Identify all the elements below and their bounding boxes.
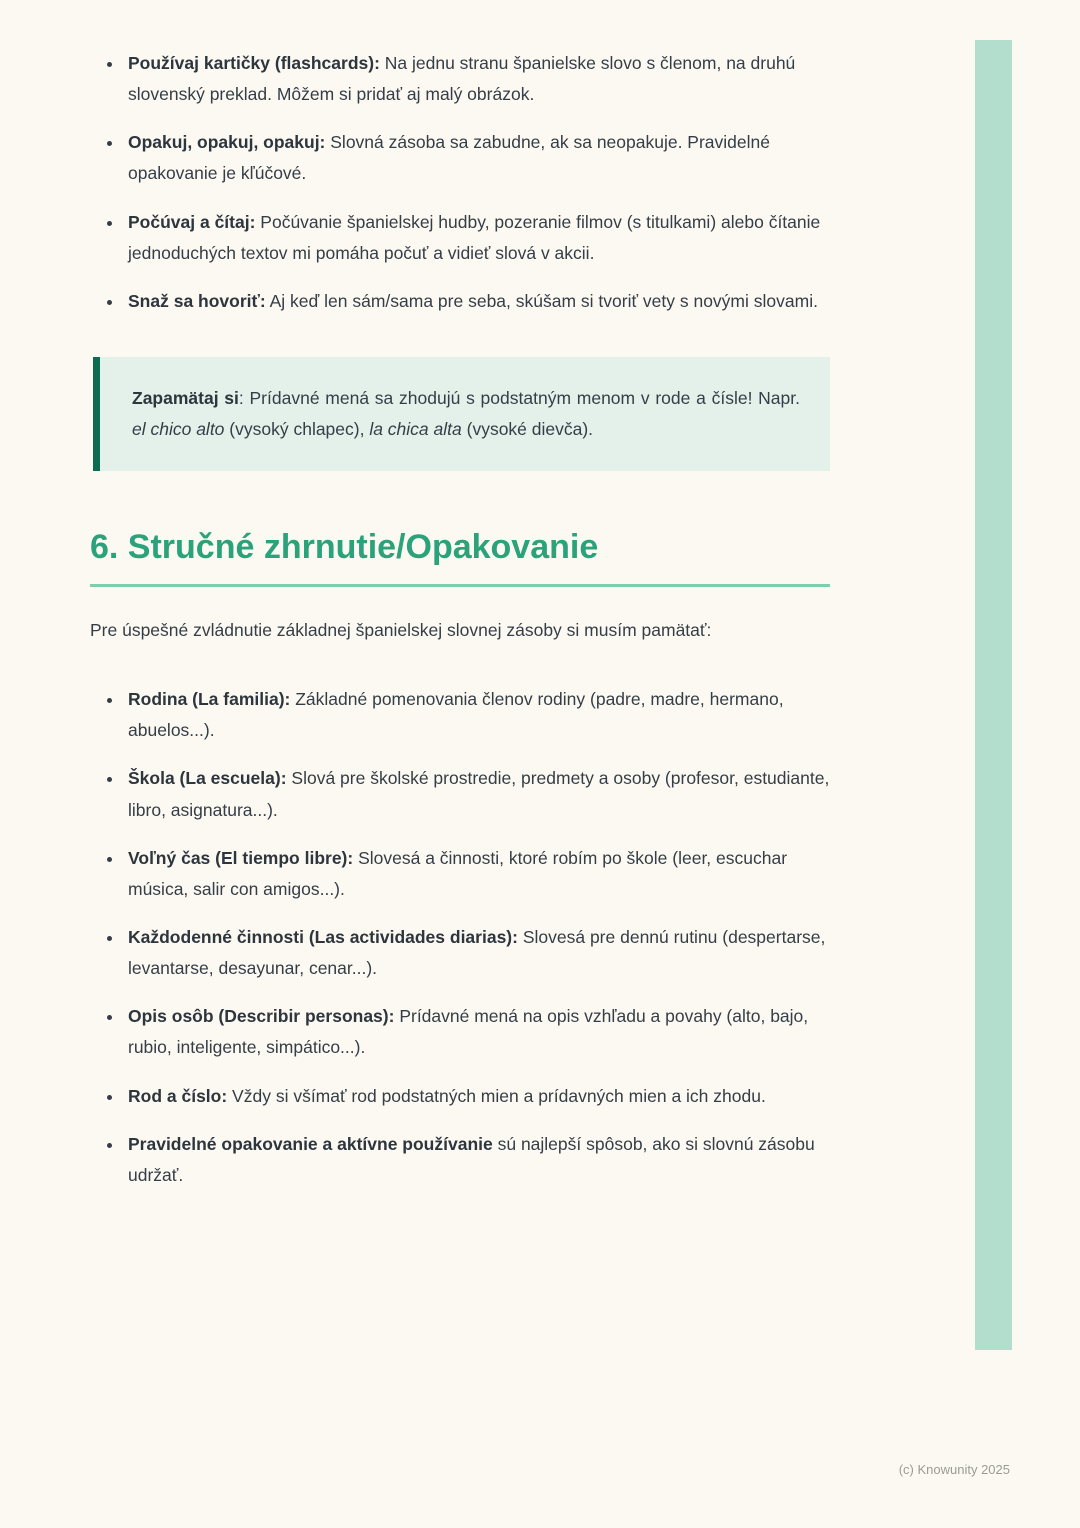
list-item-text: Prídavné mená na opis vzhľadu a povahy (alto, bajo, rubio, inteligente, simpático...). <box>128 1006 809 1058</box>
callout-segment: (vysoké dievča). <box>461 419 594 440</box>
list-item-text: sú najlepší spôsob, ako si slovnú zásobu udržať. <box>128 1133 815 1185</box>
list-item <box>124 1081 830 1112</box>
list-item-text: Počúvanie španielskej hudby, pozeranie filmov (s titulkami) alebo čítanie jednoduchých textov mi pomáha počuť a vidieť slová v akcii. <box>128 211 821 263</box>
list-item-lead: Používaj kartičky (flashcards): <box>128 53 380 73</box>
list-item-text: Slová pre školské prostredie, predmety a osoby (profesor, estudiante, libro, asignatura...). <box>128 768 830 820</box>
list-item <box>124 922 830 984</box>
list-item <box>124 207 830 269</box>
list-item <box>124 1001 830 1063</box>
callout-label: Zapamätaj si <box>132 387 239 408</box>
callout-example-spanish: la chica alta <box>369 419 462 440</box>
intro-paragraph: Pre úspešné zvládnutie základnej španielskej slovnej zásoby si musím pamätať: <box>90 620 712 641</box>
list-item <box>124 48 830 110</box>
list-item-lead: Pravidelné opakovanie a aktívne používanie <box>128 1133 493 1154</box>
callout-box <box>93 357 830 471</box>
tips-list <box>90 48 830 317</box>
heading-underline <box>90 584 830 587</box>
callout-example-spanish: el chico alto <box>132 419 225 440</box>
list-item-lead: Škola (La escuela): <box>128 768 287 789</box>
list-item-text: Vždy si všímať rod podstatných mien a prídavných mien a ich zhodu. <box>227 1085 766 1106</box>
callout-segment: : Prídavné mená sa zhodujú s podstatným menom v rode a čísle! Napr. <box>238 387 800 408</box>
callout-segment: (vysoký chlapec), <box>224 419 370 440</box>
list-item-lead: Opakuj, opakuj, opakuj: <box>128 132 326 153</box>
list-item-text: Slovná zásoba sa zabudne, ak sa neopakuje. Pravidelné opakovanie je kľúčové. <box>128 132 770 184</box>
list-item-text: Slovesá a činnosti, ktoré robím po škole (leer, escuchar música, salir con amigos...). <box>128 847 788 899</box>
callout-text <box>132 383 800 445</box>
list-item-text: Na jednu stranu španielske slovo s členom, na druhú slovenský preklad. Môžem si pridať aj malý obrázok. <box>128 53 796 105</box>
section-heading: 6. Stručné zhrnutie/Opakovanie <box>90 528 599 567</box>
list-item <box>124 286 830 317</box>
list-item-lead: Každodenné činnosti (Las actividades diarias): <box>128 927 518 948</box>
list-item-text: Aj keď len sám/sama pre seba, skúšam si tvoriť vety s novými slovami. <box>265 290 818 311</box>
list-item <box>124 684 830 746</box>
page-content <box>90 0 830 1208</box>
list-item <box>124 127 830 189</box>
list-item-lead: Snaž sa hovoriť: <box>128 290 266 311</box>
list-item <box>124 1129 830 1191</box>
list-item <box>124 763 830 825</box>
list-item-lead: Rodina (La familia): <box>128 689 291 710</box>
list-item-lead: Počúvaj a čítaj: <box>128 211 256 232</box>
list-item <box>124 843 830 905</box>
list-item-text: Základné pomenovania členov rodiny (padre, madre, hermano, abuelos...). <box>128 689 784 741</box>
list-item-lead: Rod a číslo: <box>128 1085 228 1106</box>
summary-list <box>90 684 830 1191</box>
footer-copyright: (c) Knowunity 2025 <box>898 1462 1010 1477</box>
list-item-lead: Voľný čas (El tiempo libre): <box>128 847 354 868</box>
list-item-text: Slovesá pre dennú rutinu (despertarse, levantarse, desayunar, cenar...). <box>128 927 826 979</box>
summary-section <box>90 684 830 1191</box>
right-edge-accent-bar <box>975 40 1012 1350</box>
list-item-lead: Opis osôb (Describir personas): <box>128 1006 395 1027</box>
